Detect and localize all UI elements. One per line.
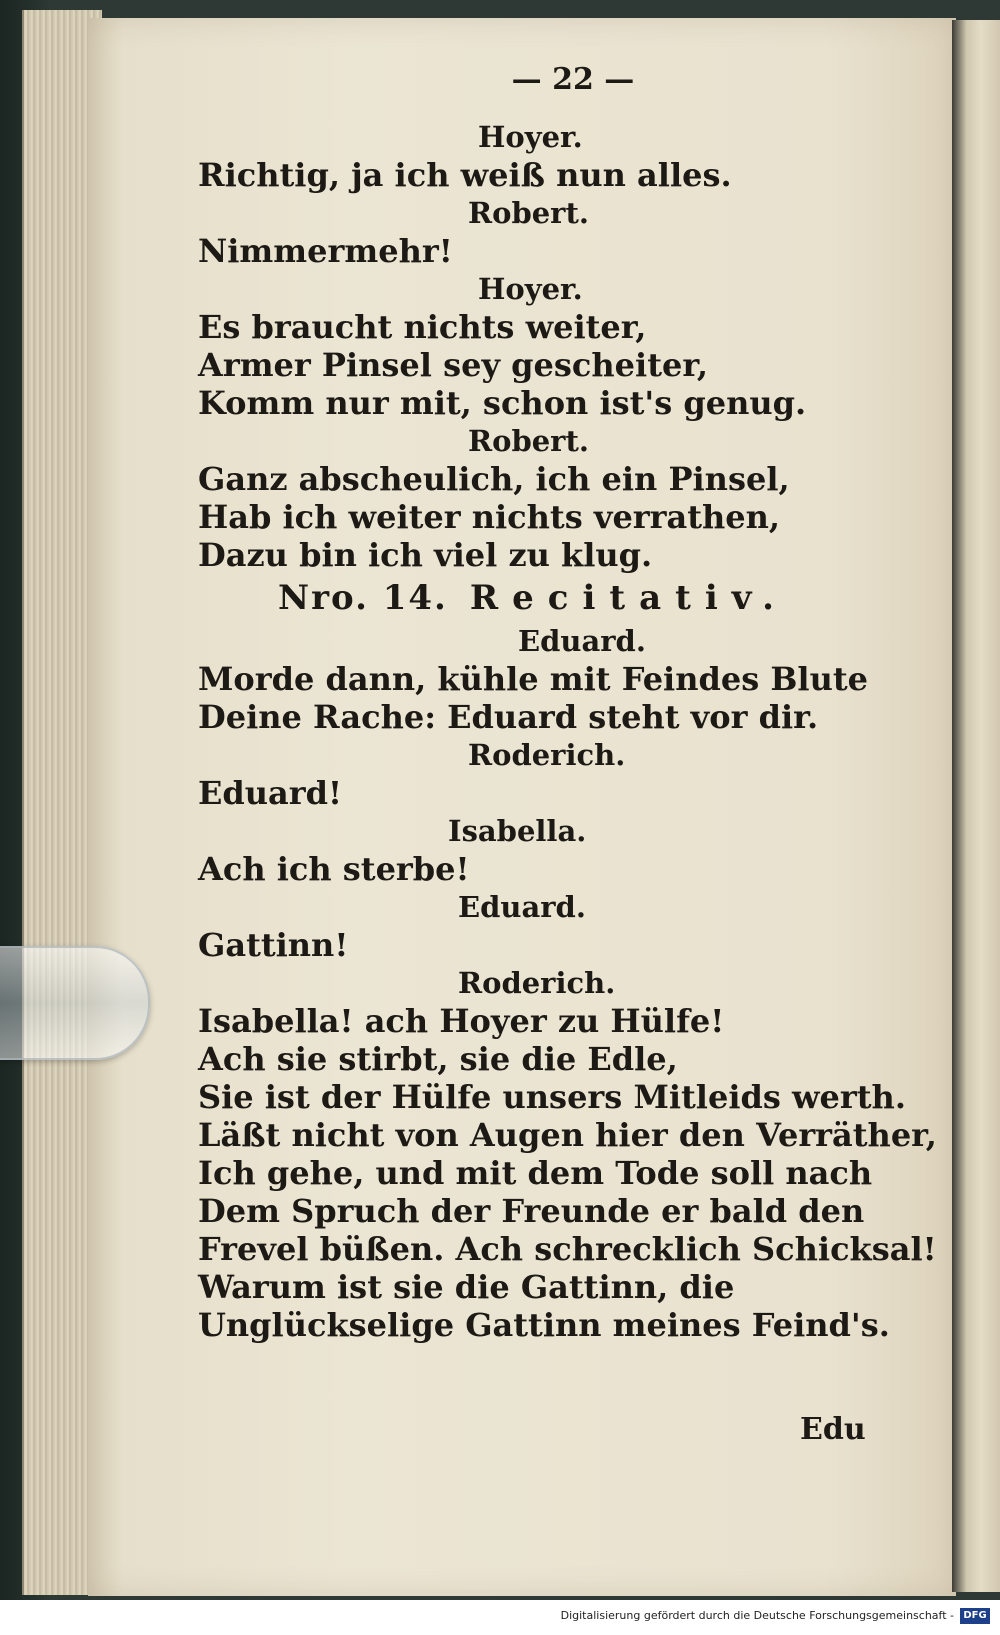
speaker-name: Robert. [468, 424, 589, 458]
speaker-name: Isabella. [448, 814, 587, 848]
text-line: Ganz abscheulich, ich ein Pinsel, [198, 460, 790, 498]
catchword: Edu [800, 1412, 866, 1447]
text-line: Warum ist sie die Gattinn, die [198, 1268, 735, 1306]
speaker-name: Robert. [468, 196, 589, 230]
text-line: Ach ich sterbe! [198, 850, 470, 888]
text-line: Gattinn! [198, 926, 349, 964]
speaker-name: Roderich. [468, 738, 626, 772]
text-line: Eduard! [198, 774, 343, 812]
text-line: Isabella! ach Hoyer zu Hülfe! [198, 1002, 725, 1040]
text-line: Sie ist der Hülfe unsers Mitleids werth. [198, 1078, 906, 1116]
facing-page-edge [952, 20, 1000, 1592]
page-number: — 22 — [511, 62, 635, 97]
text-line: Richtig, ja ich weiß nun alles. [198, 156, 732, 194]
dfg-logo: DFG [960, 1608, 990, 1624]
text-line: Ich gehe, und mit dem Tode soll nach [198, 1154, 873, 1192]
text-lines [198, 118, 937, 1344]
speaker-name: Eduard. [458, 890, 586, 924]
text-line: Armer Pinsel sey gescheiter, [198, 346, 708, 384]
text-line: Ach sie stirbt, sie die Edle, [198, 1040, 678, 1078]
footer-text: Digitalisierung gefördert durch die Deutsche Forschungsgemeinschaft - [560, 1609, 954, 1622]
section-heading [278, 574, 918, 622]
text-line: Komm nur mit, schon ist's genug. [198, 384, 807, 422]
text-line: Es braucht nichts weiter, [198, 308, 647, 346]
heading-number: Nro. 14. [278, 578, 448, 618]
text-line: Frevel büßen. Ach schrecklich Schicksal! [198, 1230, 937, 1268]
text-line: Dazu bin ich viel zu klug. [198, 536, 653, 574]
text-line: Hab ich weiter nichts verrathen, [198, 498, 781, 536]
text-line: Nimmermehr! [198, 232, 453, 270]
text-line: Morde dann, kühle mit Feindes Blute [198, 660, 868, 698]
speaker-name: Eduard. [518, 624, 646, 658]
text-line: Dem Spruch der Freunde er bald den [198, 1192, 865, 1230]
digitization-footer [0, 1600, 1000, 1635]
speaker-name: Hoyer. [478, 272, 583, 306]
speaker-name: Roderich. [458, 966, 616, 1000]
text-line: Läßt nicht von Augen hier den Verräther, [198, 1116, 937, 1154]
heading-title: Recitativ. [469, 578, 788, 618]
text-line: Unglückselige Gattinn meines Feind's. [198, 1306, 890, 1344]
text-line: Deine Rache: Eduard steht vor dir. [198, 698, 819, 736]
speaker-name: Hoyer. [478, 120, 583, 154]
page-text [198, 60, 937, 1344]
page-clip [0, 946, 150, 1060]
